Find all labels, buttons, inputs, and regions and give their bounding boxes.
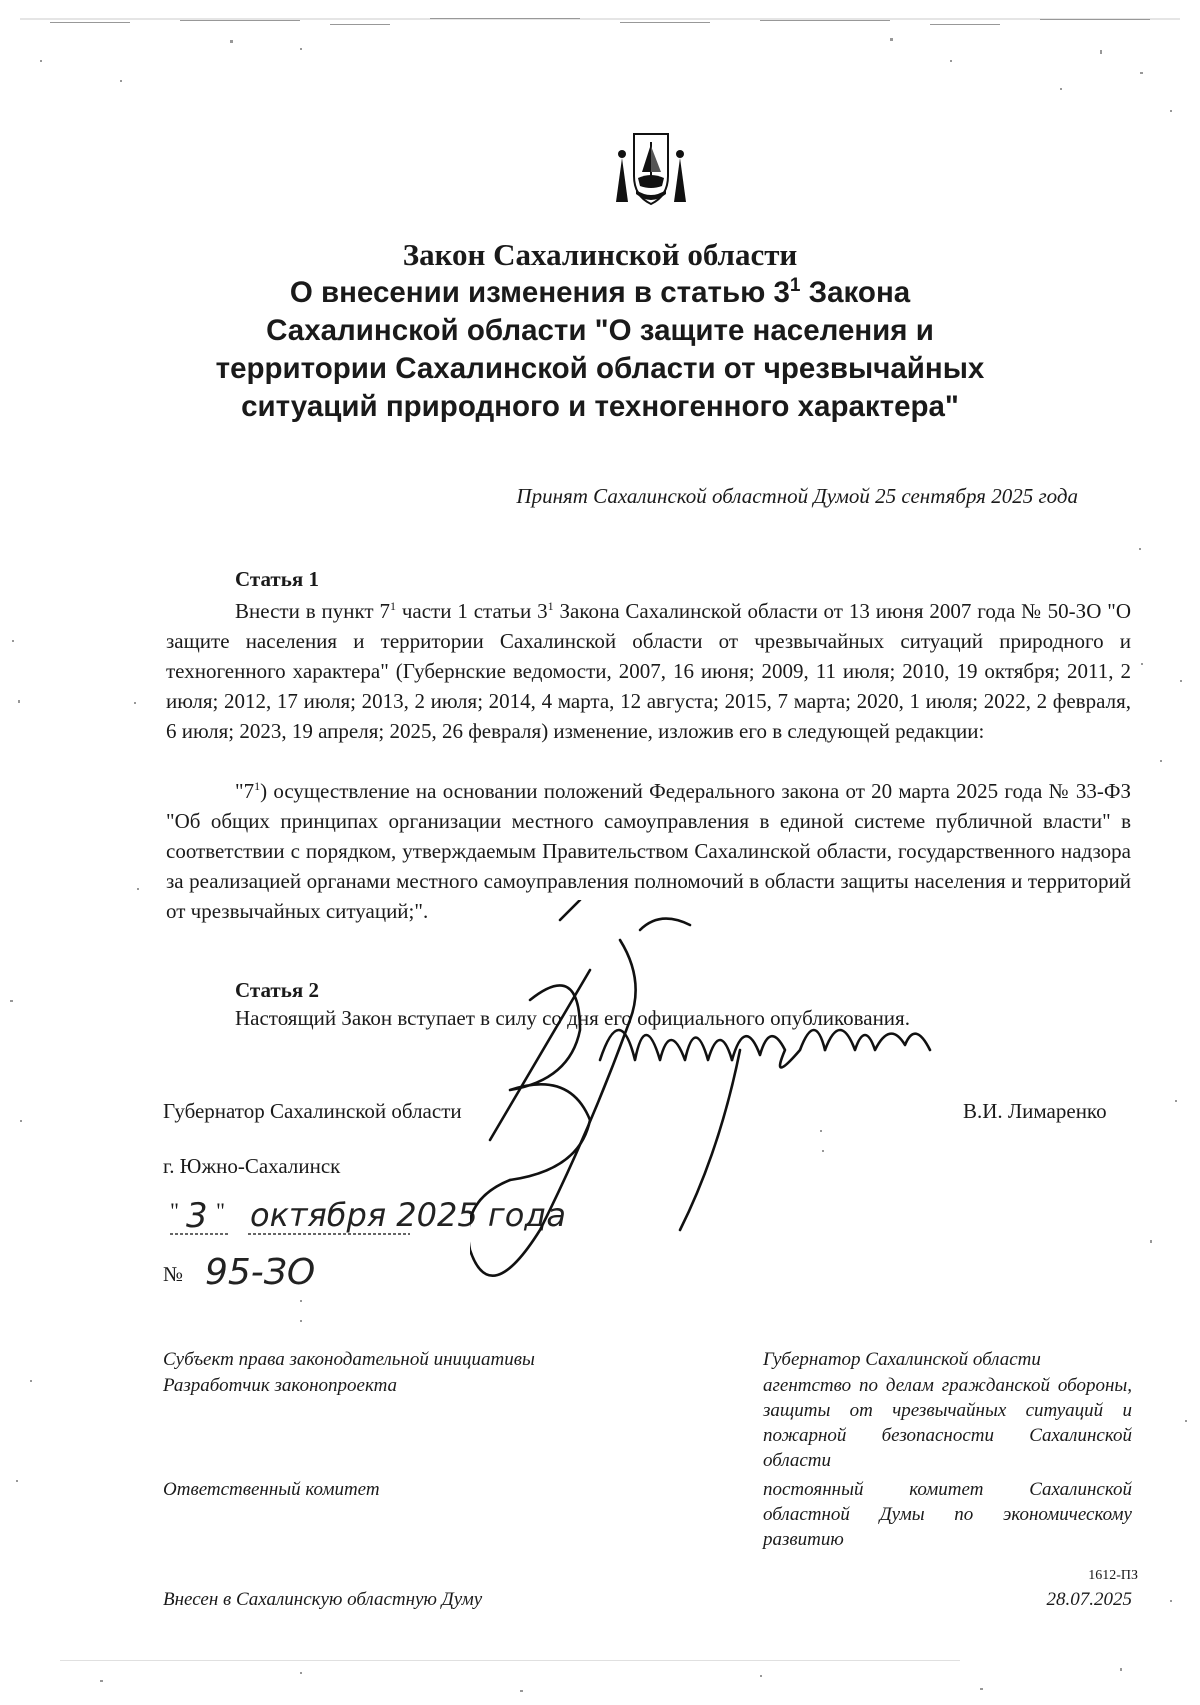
date-month-year-handwritten: октября 2025 года [250, 1196, 566, 1234]
title-block [150, 236, 1050, 426]
date-quote-close: " [216, 1198, 225, 1223]
title-text: Закона [800, 276, 911, 309]
amendment-title-line-3: территории Сахалинской области от чрезвычайных [215, 352, 985, 385]
title-superscript: 1 [789, 275, 801, 297]
footer-developer-label: Разработчик законопроекта [163, 1375, 398, 1396]
footer-initiative-subject-value [763, 1347, 1132, 1372]
footer-value-text: агентство по делам гражданской обороны, защиты от чрезвычайных ситуаций и пожарной безопасности Сахалинской области [763, 1375, 1132, 1471]
superscript: 1 [389, 599, 396, 613]
article-1-heading: Статья 1 [235, 567, 319, 591]
sakhalin-coat-of-arms-icon [612, 128, 690, 206]
date-quote-open: " [170, 1198, 179, 1223]
document-code: 1612-ПЗ [1088, 1568, 1138, 1583]
paragraph-text: ) осуществление на основании положений Федерального закона от 20 марта 2025 года № 33-ФЗ "Об общих принципах организации местного самоуправления в единой системе публичной власти" в соответствии с порядком, утверждаемым Правительством Сахалинской области, государственного надзора за реализацией органами местного самоуправления полномочий в области защиты населения и территорий от чрезвычайных ситуаций;". [166, 779, 1131, 923]
article-2-heading: Статья 2 [235, 978, 319, 1002]
article-2-text: Настоящий Закон вступает в силу со дня его официального опубликования. [235, 1006, 910, 1030]
paragraph-text: Внести в пункт 7 [235, 599, 390, 623]
footer-submitted-label: Внесен в Сахалинскую областную Думу [163, 1589, 483, 1610]
number-handwritten: 95-ЗО [205, 1252, 316, 1293]
paragraph-text: Закона Сахалинской области от 13 июня 2007 года № 50-ЗО "О защите населения и территории Сахалинской области от чрезвычайных ситуаций природного и техногенного характера" (Губернские ведомости, 2007, 16 июня; 2009, 11 июля; 2010, 19 октября; 2011, 2 июля; 2012, 17 июля; 2013, 2 июля; 2014, 4 марта, 12 августа; 2015, 7 марта; 2020, 1 июля; 2022, 2 февраля, 6 июля; 2023, 19 апреля; 2025, 26 февраля) изменение, изложив его в следующей редакции: [166, 599, 1131, 743]
governor-signature-icon [470, 900, 950, 1320]
amendment-title-line-1 [150, 274, 1050, 312]
paragraph-text: части 1 статьи 3 [395, 599, 548, 623]
date-day-handwritten: 3 [186, 1196, 208, 1236]
signer-name: В.И. Лимаренко [963, 1099, 1107, 1123]
footer-committee-label: Ответственный комитет [163, 1479, 380, 1500]
superscript: 1 [254, 779, 261, 793]
number-label: № [163, 1262, 184, 1286]
footer-initiative-subject-label: Субъект права законодательной инициативы [163, 1349, 535, 1370]
signer-position: Губернатор Сахалинской области [163, 1099, 462, 1123]
article-1-paragraph-1 [166, 596, 1131, 746]
paragraph-text: "7 [235, 779, 255, 803]
footer-submitted-date: 28.07.2025 [1046, 1589, 1132, 1610]
signing-city: г. Южно-Сахалинск [163, 1154, 341, 1178]
superscript: 1 [547, 599, 554, 613]
adopted-note: Принят Сахалинской областной Думой 25 сентября 2025 года [516, 484, 1078, 508]
footer-value-text: постоянный комитет Сахалинской областной Думы по экономическому развитию [763, 1479, 1132, 1550]
footer-developer-value [763, 1373, 1132, 1473]
footer-committee-value [763, 1477, 1132, 1552]
amendment-title-line-2: Сахалинской области "О защите населения и [266, 314, 934, 347]
amendment-title-line-4: ситуаций природного и техногенного характера" [241, 390, 959, 423]
footer-value-text: Губернатор Сахалинской области [763, 1349, 1041, 1370]
law-title: Закон Сахалинской области [402, 237, 798, 272]
title-text: О внесении изменения в статью 3 [289, 276, 790, 309]
